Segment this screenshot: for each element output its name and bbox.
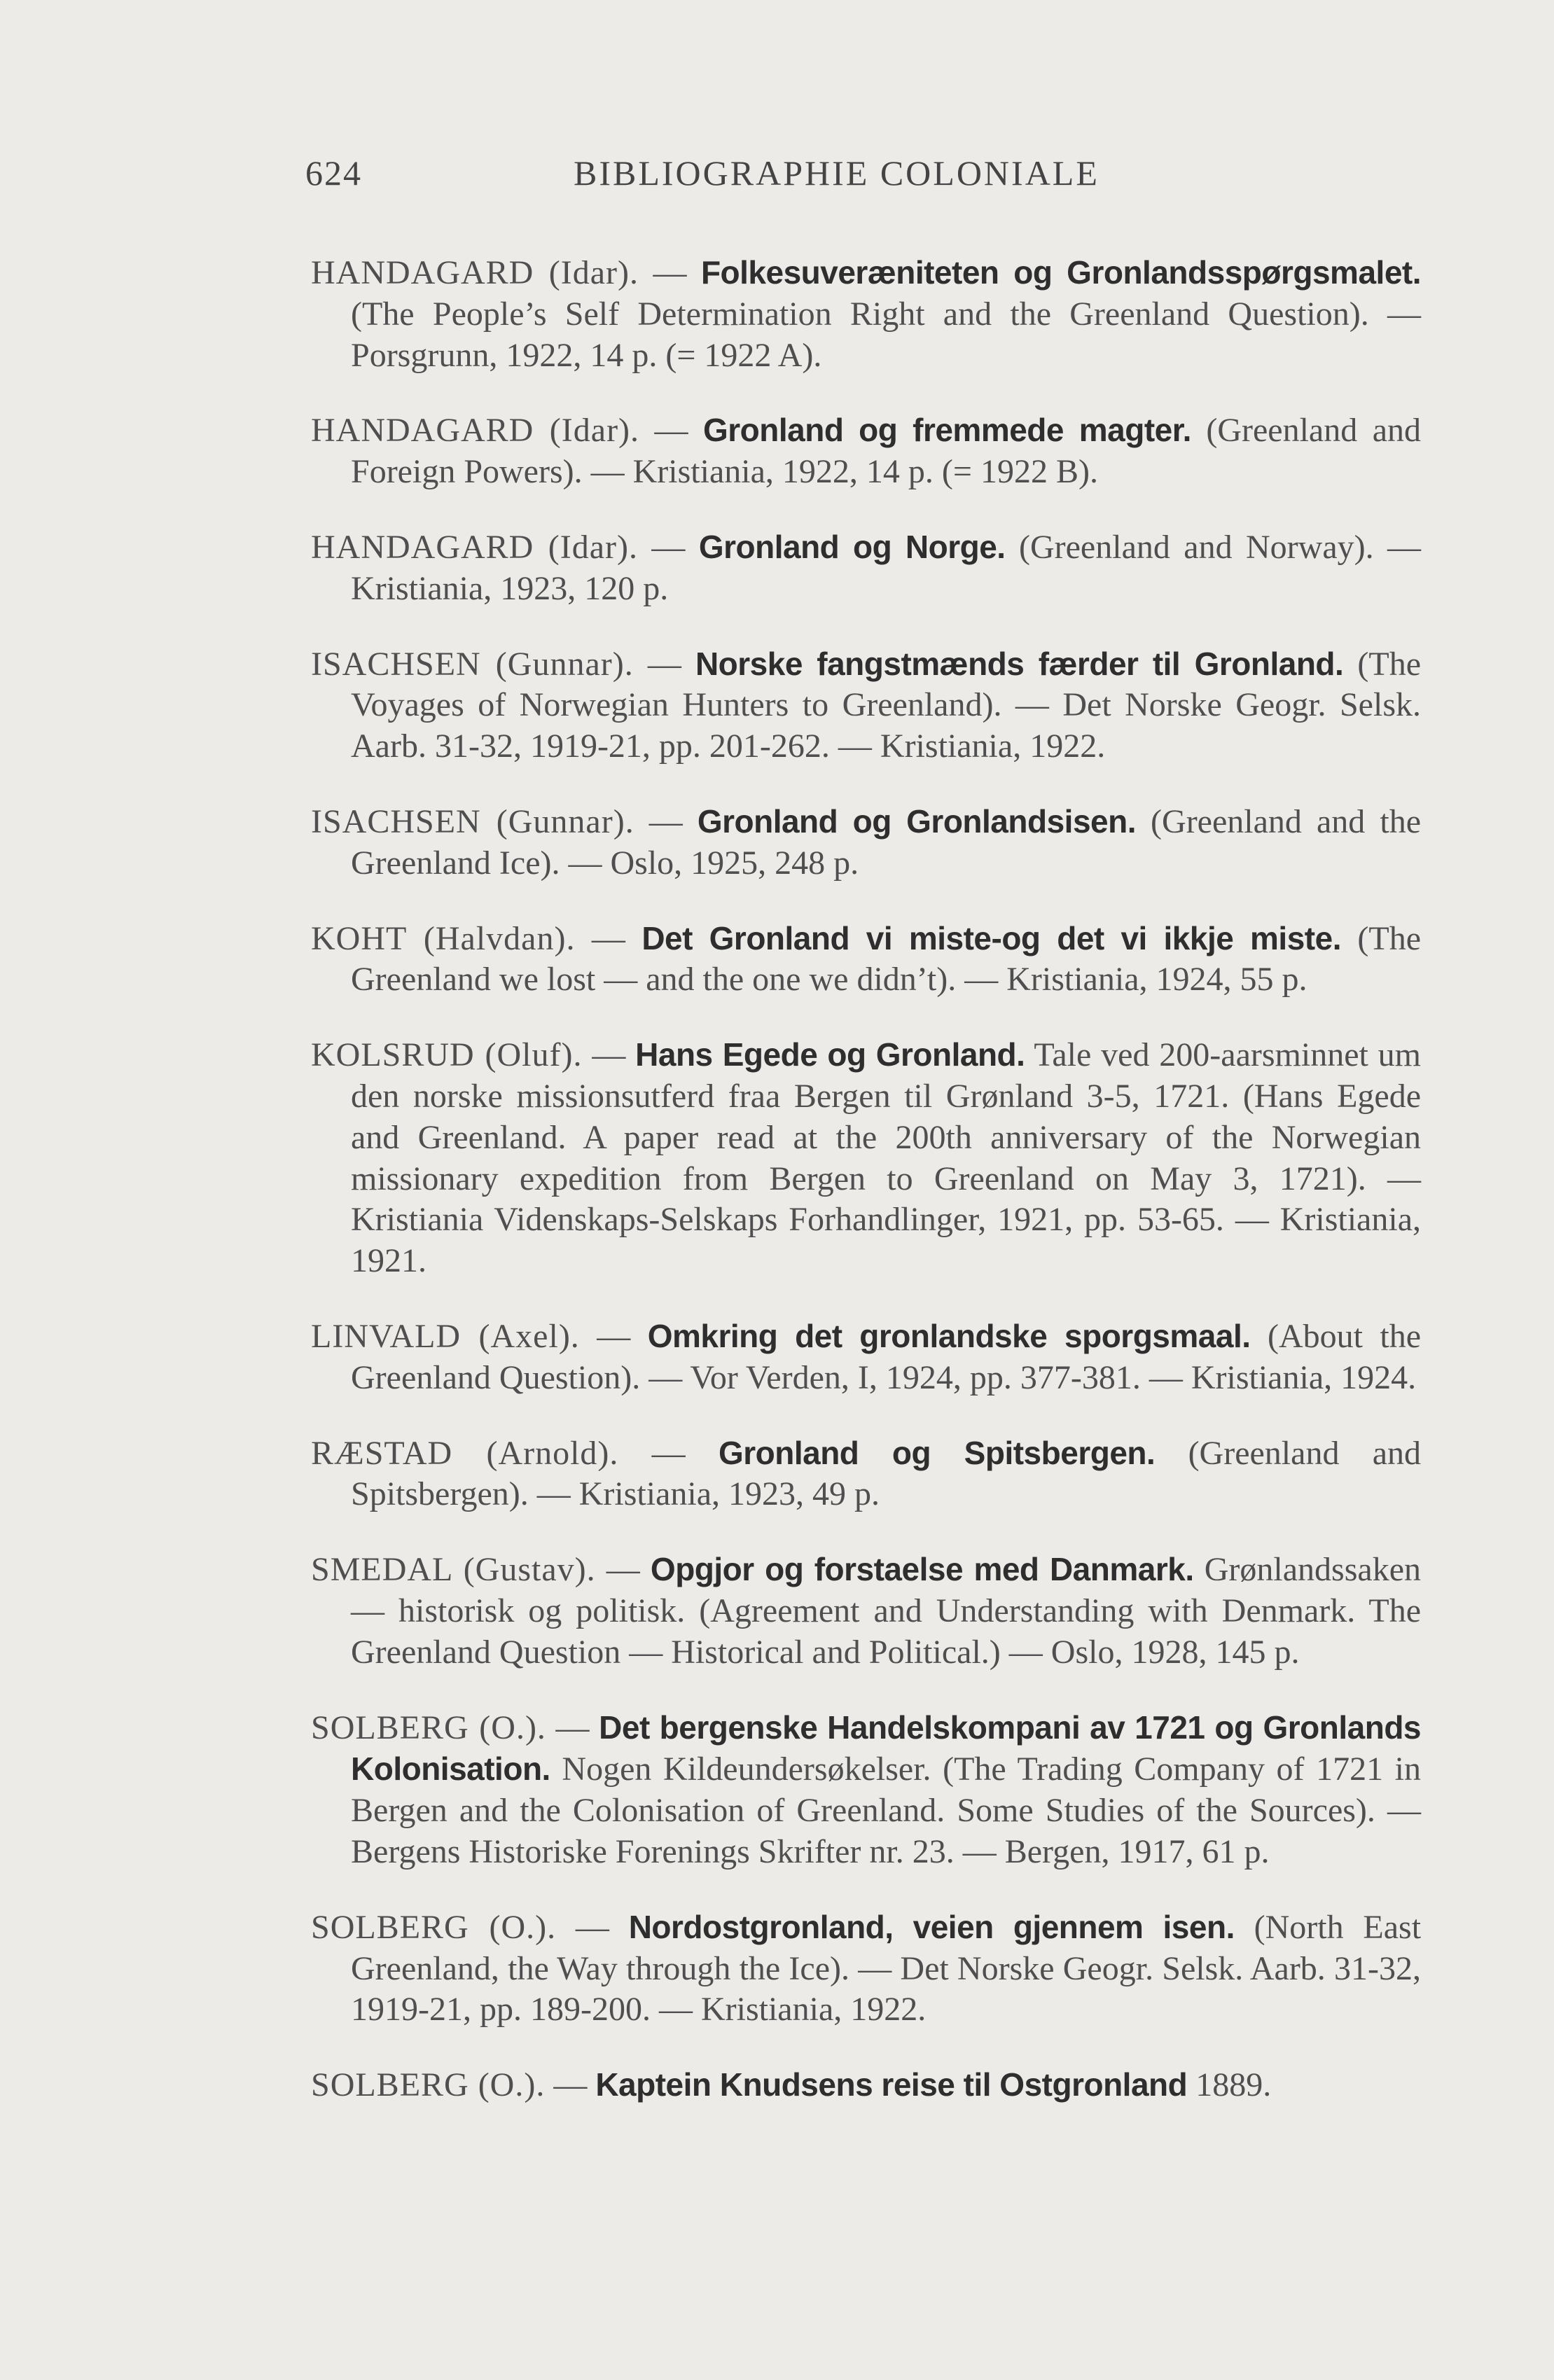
bibliography-entry: SOLBERG (O.). — Kaptein Knudsens reise til Ostgronland 1889.	[311, 2066, 1272, 2104]
entry-author: SOLBERG (O.).	[311, 1709, 546, 1746]
bibliography-entry: KOHT (Halvdan). — Det Gronland vi miste-og det vi ikkje miste. (The Greenland we lost — and the one we didn’t). — Kristiania, 1924, 55 p.	[311, 919, 1422, 998]
entry-details: Nogen Kildeundersøkelser. (The Trading Company of 1721 in Bergen and the Colonisation of Greenland. Some Studies of the Sources). — Bergens Historiske Forenings Skrifter nr. 23. — Bergen, 1917, 61 p.	[351, 1751, 1422, 1870]
entry-title: Det bergenske Handelskompani av 1721 og Gronlands Kolonisation.	[351, 1709, 1422, 1788]
bibliography-entry: HANDAGARD (Idar). — Folkesuveræniteten og Gronlandsspørgsmalet. (The People’s Self Determination Right and the Greenland Question). — Porsgrunn, 1922, 14 p. (= 1922 A).	[311, 254, 1422, 374]
entry-title: Folkesuveræniteten og Gronlandsspørgsmalet.	[700, 254, 1422, 291]
page-header	[305, 148, 1412, 197]
entry-title: Gronland og Norge.	[698, 528, 1006, 565]
entry-title: Norske fangstmænds færder til Gronland.	[695, 645, 1344, 682]
entry-title: Gronland og Spitsbergen.	[718, 1434, 1156, 1471]
bibliography-entry: ISACHSEN (Gunnar). — Gronland og Gronlandsisen. (Greenland and the Greenland Ice). — Oslo, 1925, 248 p.	[311, 802, 1421, 882]
bibliography-entry: HANDAGARD (Idar). — Gronland og Norge. (Greenland and Norway). — Kristiania, 1923, 120 p.	[311, 528, 1422, 607]
bibliography-entry: LINVALD (Axel). — Omkring det gronlandske sporgsmaal. (About the Greenland Question). — Vor Verden, I, 1924, pp. 377-381. — Kristiania, 1924.	[311, 1317, 1422, 1396]
entry-author: HANDAGARD (Idar).	[311, 254, 639, 291]
entry-title: Kaptein Knudsens reise til Ostgronland	[595, 2066, 1188, 2103]
entry-title: Nordostgronland, veien gjennem isen.	[628, 1908, 1235, 1945]
entry-title: Opgjor og forstaelse med Danmark.	[650, 1551, 1194, 1588]
entry-author: HANDAGARD (Idar).	[311, 528, 638, 566]
entry-details: Grønlandssaken — historisk og politisk. (Agreement and Understanding with Denmark. The Greenland Question — Historical and Political.) — Oslo, 1928, 145 p.	[351, 1551, 1422, 1671]
entry-details: Tale ved 200-aarsminnet um den norske missionsutferd fraa Bergen til Grønland 3-5, 1721. (Hans Egede and Greenland. A paper read at the 200th anniversary of the Norwegian missionary expedition from Bergen to Greenland on May 3, 1721). — Kristiania Videnskaps-Selskaps Forhandlinger, 1921, pp. 53-65. — Kristiania, 1921.	[351, 1036, 1422, 1280]
entry-details: 1889.	[1195, 2066, 1272, 2104]
entry-author: KOHT (Halvdan).	[311, 919, 576, 957]
bibliography-list	[311, 218, 1421, 2123]
entry-title: Det Gronland vi miste-og det vi ikkje miste.	[641, 919, 1341, 956]
bibliography-entry: HANDAGARD (Idar). — Gronland og fremmede magter. (Greenland and Foreign Powers). — Kristiania, 1922, 14 p. (= 1922 B).	[311, 412, 1421, 491]
entry-details: (About the Greenland Question). — Vor Verden, I, 1924, pp. 377-381. — Kristiania, 1924.	[351, 1317, 1422, 1396]
entry-author: SMEDAL (Gustav).	[311, 1551, 596, 1589]
bibliography-entry: SOLBERG (O.). — Det bergenske Handelskompani av 1721 og Gronlands Kolonisation. Nogen Kildeundersøkelser. (The Trading Company of 1721 in Bergen and the Colonisation of Greenland. Some Studies of the Sources). — Bergens Historiske Forenings Skrifter nr. 23. — Bergen, 1917, 61 p.	[311, 1709, 1422, 1870]
entry-title: Omkring det gronlandske sporgsmaal.	[647, 1317, 1251, 1354]
bibliography-entry: ISACHSEN (Gunnar). — Norske fangstmænds færder til Gronland. (The Voyages of Norwegian Hunters to Greenland). — Det Norske Geogr. Selsk. Aarb. 31-32, 1919-21, pp. 201-262. — Kristiania, 1922.	[311, 645, 1422, 765]
bibliography-entry: SOLBERG (O.). — Nordostgronland, veien gjennem isen. (North East Greenland, the Way through the Ice). — Det Norske Geogr. Selsk. Aarb. 31-32, 1919-21, pp. 189-200. — Kristiania, 1922.	[311, 1908, 1422, 2028]
entry-author: LINVALD (Axel).	[311, 1317, 580, 1355]
entry-details: (Greenland and Spitsbergen). — Kristiania, 1923, 49 p.	[351, 1434, 1422, 1513]
entry-details: (North East Greenland, the Way through the Ice). — Det Norske Geogr. Selsk. Aarb. 31-32, 1919-21, pp. 189-200. — Kristiania, 1922.	[351, 1908, 1422, 2028]
bibliography-entry: RÆSTAD (Arnold). — Gronland og Spitsbergen. (Greenland and Spitsbergen). — Kristiania, 1923, 49 p.	[311, 1434, 1422, 1513]
entry-author: SOLBERG (O.).	[311, 2066, 546, 2104]
entry-title: Gronland og Gronlandsisen.	[697, 802, 1136, 840]
entry-author: ISACHSEN (Gunnar).	[311, 802, 634, 840]
entry-author: SOLBERG (O.).	[311, 1908, 557, 1946]
entry-title: Gronland og fremmede magter.	[702, 412, 1191, 449]
entry-author: HANDAGARD (Idar).	[311, 412, 640, 450]
entry-details: (The Greenland we lost — and the one we didn’t). — Kristiania, 1924, 55 p.	[351, 919, 1422, 998]
entry-title: Hans Egede og Gronland.	[635, 1036, 1025, 1073]
entry-details: (The Voyages of Norwegian Hunters to Greenland). — Det Norske Geogr. Selsk. Aarb. 31-32, 1919-21, pp. 201-262. — Kristiania, 1922.	[351, 645, 1422, 765]
entry-details: (The People’s Self Determination Right and the Greenland Question). — Porsgrunn, 1922, 14 p. (= 1922 A).	[351, 295, 1421, 374]
bibliography-entry: KOLSRUD (Oluf). — Hans Egede og Gronland. Tale ved 200-aarsminnet um den norske missionsutferd fraa Bergen til Grønland 3-5, 1721. (Hans Egede and Greenland. A paper read at the 200th anniversary of the Norwegian missionary expedition from Bergen to Greenland on May 3, 1721). — Kristiania Videnskaps-Selskaps Forhandlinger, 1921, pp. 53-65. — Kristiania, 1921.	[311, 1036, 1422, 1280]
entry-details: (Greenland and the Greenland Ice). — Oslo, 1925, 248 p.	[351, 802, 1421, 882]
entry-author: KOLSRUD (Oluf).	[311, 1036, 583, 1074]
page-number: 624	[305, 153, 362, 193]
entry-details: (Greenland and Norway). — Kristiania, 1923, 120 p.	[351, 528, 1422, 607]
bibliography-entry: SMEDAL (Gustav). — Opgjor og forstaelse med Danmark. Grønlandssaken — historisk og politisk. (Agreement and Understanding with Denmark. The Greenland Question — Historical and Political.) — Oslo, 1928, 145 p.	[311, 1551, 1422, 1671]
entry-details: (Greenland and Foreign Powers). — Kristiania, 1922, 14 p. (= 1922 B).	[351, 412, 1421, 491]
entry-author: RÆSTAD (Arnold).	[311, 1434, 619, 1472]
entry-author: ISACHSEN (Gunnar).	[311, 645, 634, 683]
running-title: BIBLIOGRAPHIE COLONIALE	[574, 153, 1099, 193]
